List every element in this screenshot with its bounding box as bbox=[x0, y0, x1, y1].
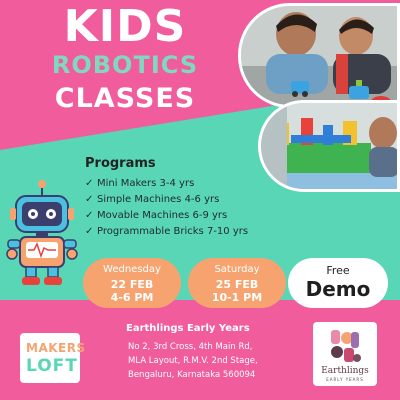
earthlings-logo-mark bbox=[327, 326, 363, 366]
venue-address-line: Bengaluru, Karnataka 560094 bbox=[128, 370, 256, 380]
title-robotics: ROBOTICS bbox=[51, 51, 199, 79]
session-day: Wednesday bbox=[103, 264, 161, 275]
check-icon: ✓ bbox=[85, 226, 94, 237]
demo-free-label: Free bbox=[326, 264, 350, 277]
venue-address-line: No 2, 3rd Cross, 4th Main Rd, bbox=[128, 342, 253, 352]
session-pill-wednesday bbox=[83, 258, 181, 308]
demo-label: Demo bbox=[305, 277, 371, 301]
makers-loft-logo-line2: LOFT bbox=[26, 356, 78, 376]
check-icon: ✓ bbox=[85, 210, 94, 221]
program-item: ✓ Mini Makers 3-4 yrs bbox=[85, 178, 195, 189]
free-demo-badge bbox=[288, 258, 388, 308]
children-robotics-photo bbox=[238, 3, 400, 108]
programs-heading: Programs bbox=[85, 156, 156, 171]
session-date: 25 FEB bbox=[215, 278, 259, 291]
check-icon: ✓ bbox=[85, 178, 94, 189]
lego-build-photo bbox=[258, 100, 400, 192]
makers-loft-logo-line1: MAKERS bbox=[26, 341, 86, 355]
program-item: ✓ Movable Machines 6-9 yrs bbox=[85, 210, 228, 221]
session-date: 22 FEB bbox=[110, 278, 154, 291]
program-item: ✓ Programmable Bricks 7-10 yrs bbox=[85, 226, 249, 237]
earthlings-logo-name: Earthlings bbox=[321, 366, 369, 376]
session-time: 10-1 PM bbox=[211, 291, 263, 304]
title-kids: KIDS bbox=[63, 1, 187, 52]
check-icon: ✓ bbox=[85, 194, 94, 205]
session-pill-saturday bbox=[188, 258, 286, 308]
makers-loft-logo bbox=[20, 333, 86, 383]
earthlings-logo-sub: EARLY YEARS bbox=[326, 377, 364, 382]
robot-illustration bbox=[6, 178, 78, 288]
session-time: 4-6 PM bbox=[110, 291, 154, 304]
title-classes: CLASSES bbox=[54, 83, 196, 114]
venue-name: Earthlings Early Years bbox=[126, 323, 250, 334]
venue-address-line: MLA Layout, R.M.V. 2nd Stage, bbox=[128, 356, 258, 366]
program-item: ✓ Simple Machines 4-6 yrs bbox=[85, 194, 220, 205]
session-day: Saturday bbox=[214, 264, 260, 275]
earthlings-logo bbox=[313, 322, 377, 386]
